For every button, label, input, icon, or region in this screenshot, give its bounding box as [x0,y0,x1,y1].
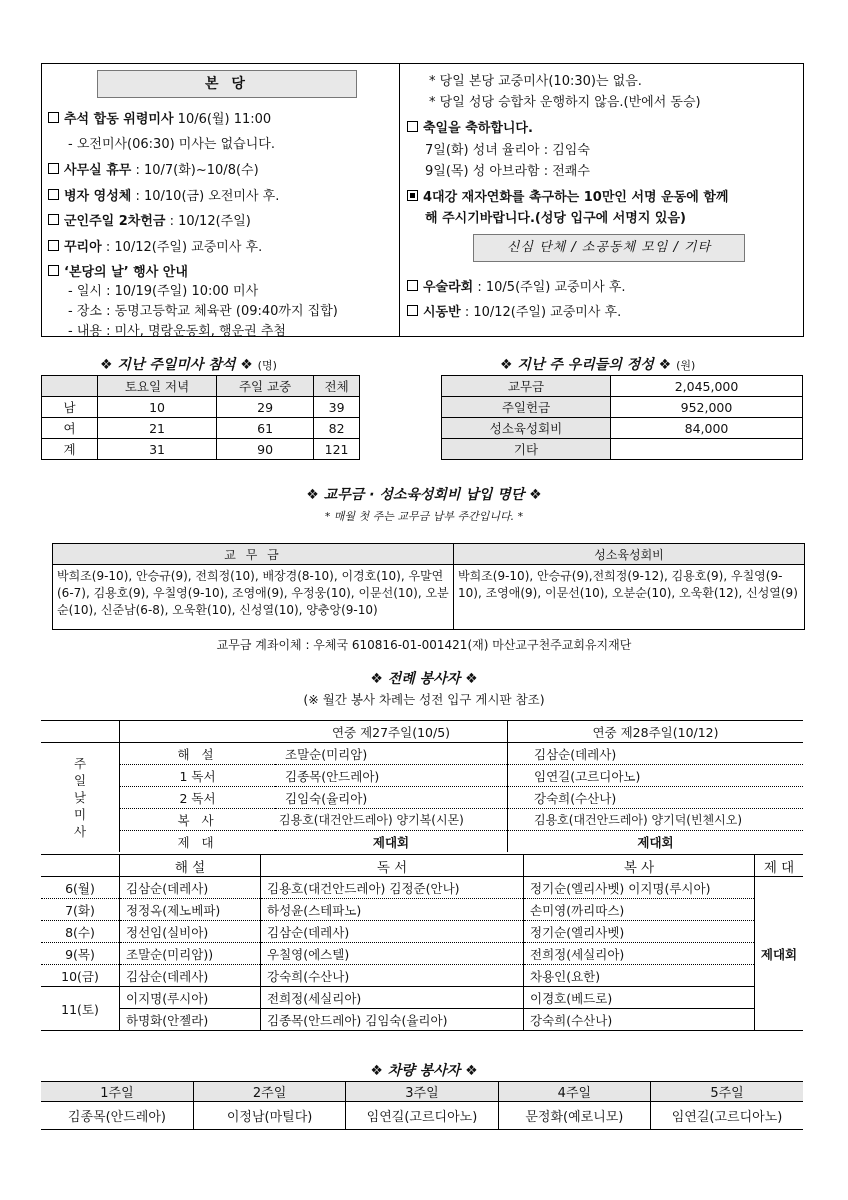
asterisk-note-1: * 당일 본당 교중미사(10:30)는 없음. [429,74,642,89]
donors-header-row: 교 무 금 성소육성회비 [53,544,805,565]
sunday-liturgy-table [41,720,803,852]
attendance-title: ❖ 지난 주일미사 참석 ❖ (명) [100,357,277,373]
notice-item-second-collection: 군인주일 2차헌금 : 10/12(주일) [48,210,251,229]
attendance-row-total: 계 31 90 121 [42,439,360,460]
feast-title: 축일을 축하합니다. [407,117,533,136]
notice-item-sick-communion: 병자 영성체 : 10/10(금) 오전미사 후. [48,185,279,204]
weekday-row: 11(토) 이지명(루시아) 전희정(세실리아) 이경호(베드로) [41,987,803,1009]
donors-title: ❖ 교무금 · 성소육성회비 납입 명단 ❖ [306,487,542,503]
meeting-ursula: 우술라회 : 10/5(주일) 교중미사 후. [407,276,626,295]
parish-notice-column [42,64,400,339]
notice-box [41,63,804,337]
donors-education-list: 박희조(9-10), 안승규(9), 전희정(10), 배장경(8-10), 이경호(10), 우말연(6-7), 김용호(9), 우칠영(9-10), 조영애(9), 우정웅(10), 이문선(10), 오분순(10), 신준남(6-8), 오욱환(10), 신성열(10), 양충앙(9-10) [53,565,454,630]
notice-item-memorial-sub: - 오전미사(06:30) 미사는 없습니다. [68,137,275,152]
vehicle-header-row: 1주일 2주일 3주일 4주일 5주일 [41,1082,803,1102]
weekday-liturgy-table [41,854,803,1031]
offering-row: 주일헌금 952,000 [442,397,803,418]
sunday-role-row: 1 독서 김종목(안드레아) 임연길(고르디아노) [41,765,803,787]
petition-line-2: 해 주시기바랍니다.(성당 입구에 서명지 있음) [425,211,686,226]
weekday-row: 9(목) 조말순(미리암)) 우칠영(에스텔) 전희정(세실리아) [41,943,803,965]
parish-banner: 본 당 [97,70,357,98]
week28-header: 연중 제28주일(10/12) [508,721,804,743]
donors-table [52,543,805,630]
account-info: 교무금 계좌이체 : 우체국 610816-01-001421(재) 마산교구천주교회유지재단 [216,638,632,652]
donors-list-row [53,565,805,630]
vehicle-names-row: 김종목(안드레아) 이정남(마틸다) 임연길(고르디아노) 문정화(예로니모) 임연길(고르디아노) [41,1102,803,1130]
feast-line-2: 9일(목) 성 아브라함 : 전쾌수 [425,164,590,179]
weekday-row: 6(월) 김삼순(데레사) 김용호(대건안드레아) 김정준(안나) 정기순(엘리사벳) 이지명(루시아) 제대회 [41,877,803,899]
offering-table [441,375,803,460]
offering-row: 기타 [442,439,803,460]
vehicle-table [41,1081,803,1130]
notice-item-parish-day: ‘본당의 날’ 행사 안내 [48,261,188,280]
sunday-role-row: 주 일 낮 미 사 해 설 조말순(미리암) 김삼순(데레사) [41,743,803,765]
notice-item-curia: 꾸리아 : 10/12(주일) 교중미사 후. [48,236,262,255]
weekday-altar: 제대회 [760,946,798,962]
vehicle-title: ❖ 차량 봉사자 ❖ [370,1063,478,1079]
weekday-row: 7(화) 정정옥(제노베파) 하성윤(스테파노) 손미영(까리따스) [41,899,803,921]
week27-header: 연중 제27주일(10/5) [275,721,508,743]
event-detail-place: - 장소 : 동명고등학교 체육관 (09:40까지 집합) [68,304,338,319]
weekday-header-row: 해 설 독 서 복 사 제 대 [41,855,803,877]
asterisk-note-2: * 당일 성당 승합차 운행하지 않음.(반에서 동승) [429,95,701,110]
weekday-row: 8(수) 정선임(실비아) 김삼순(데레사) 정기순(엘리사벳) [41,921,803,943]
offering-row: 교무금 2,045,000 [442,376,803,397]
weekday-row: 하명화(안젤라) 김종목(안드레아) 김임숙(율리아) 강숙희(수산나) [41,1009,803,1031]
notice-item-memorial-mass: 추석 합동 위령미사 10/6(월) 11:00 [48,108,271,127]
liturgy-subtitle: (※ 월간 봉사 차례는 성전 입구 게시판 참조) [303,692,545,707]
groups-banner: 신심 단체 / 소공동체 모임 / 기타 [473,234,745,262]
offering-row: 성소육성회비 84,000 [442,418,803,439]
attendance-row-female: 여 21 61 82 [42,418,360,439]
group-notice-column [399,64,803,336]
petition-line-1: 4대강 재자연화를 촉구하는 10만인 서명 운동에 함께 [407,186,728,205]
donors-vocation-list: 박희조(9-10), 안승규(9),전희정(9-12), 김용호(9), 우칠영(9-10), 조영애(9), 이문선(10), 오분순(10), 오욱환(12), 신성열(9) [454,565,805,630]
event-detail-time: - 일시 : 10/19(주일) 10:00 미사 [68,284,259,299]
attendance-table [41,375,360,460]
sunday-header-row [41,721,803,743]
attendance-header-row: 토요일 저녁 주일 교중 전체 [42,376,360,397]
sunday-mass-label: 주 일 낮 미 사 [41,743,120,853]
sunday-role-row: 2 독서 김임숙(율리아) 강숙희(수산나) [41,787,803,809]
feast-line-1: 7일(화) 성녀 율리아 : 김임숙 [425,143,590,158]
sunday-role-row: 제 대 제대회 제대회 [41,831,803,853]
donors-subtitle: * 매월 첫 주는 교무금 납부 주간입니다. * [324,510,524,523]
meeting-sidong: 시동반 : 10/12(주일) 교중미사 후. [407,301,621,320]
offering-title: ❖ 지난 주 우리들의 정성 ❖ (원) [500,357,696,373]
notice-item-office-closed: 사무실 휴무 : 10/7(화)~10/8(수) [48,159,259,178]
sunday-role-row: 복 사 김용호(대건안드레아) 양기복(시몬) 김용호(대건안드레아) 양기덕(빈첸시오) [41,809,803,831]
event-detail-content: - 내용 : 미사, 명랑운동회, 행운권 추첨 [68,324,286,339]
weekday-row: 10(금) 김삼순(데레사) 강숙희(수산나) 차용인(요한) [41,965,803,987]
attendance-row-male: 남 10 29 39 [42,397,360,418]
liturgy-title: ❖ 전례 봉사자 ❖ [370,671,478,687]
